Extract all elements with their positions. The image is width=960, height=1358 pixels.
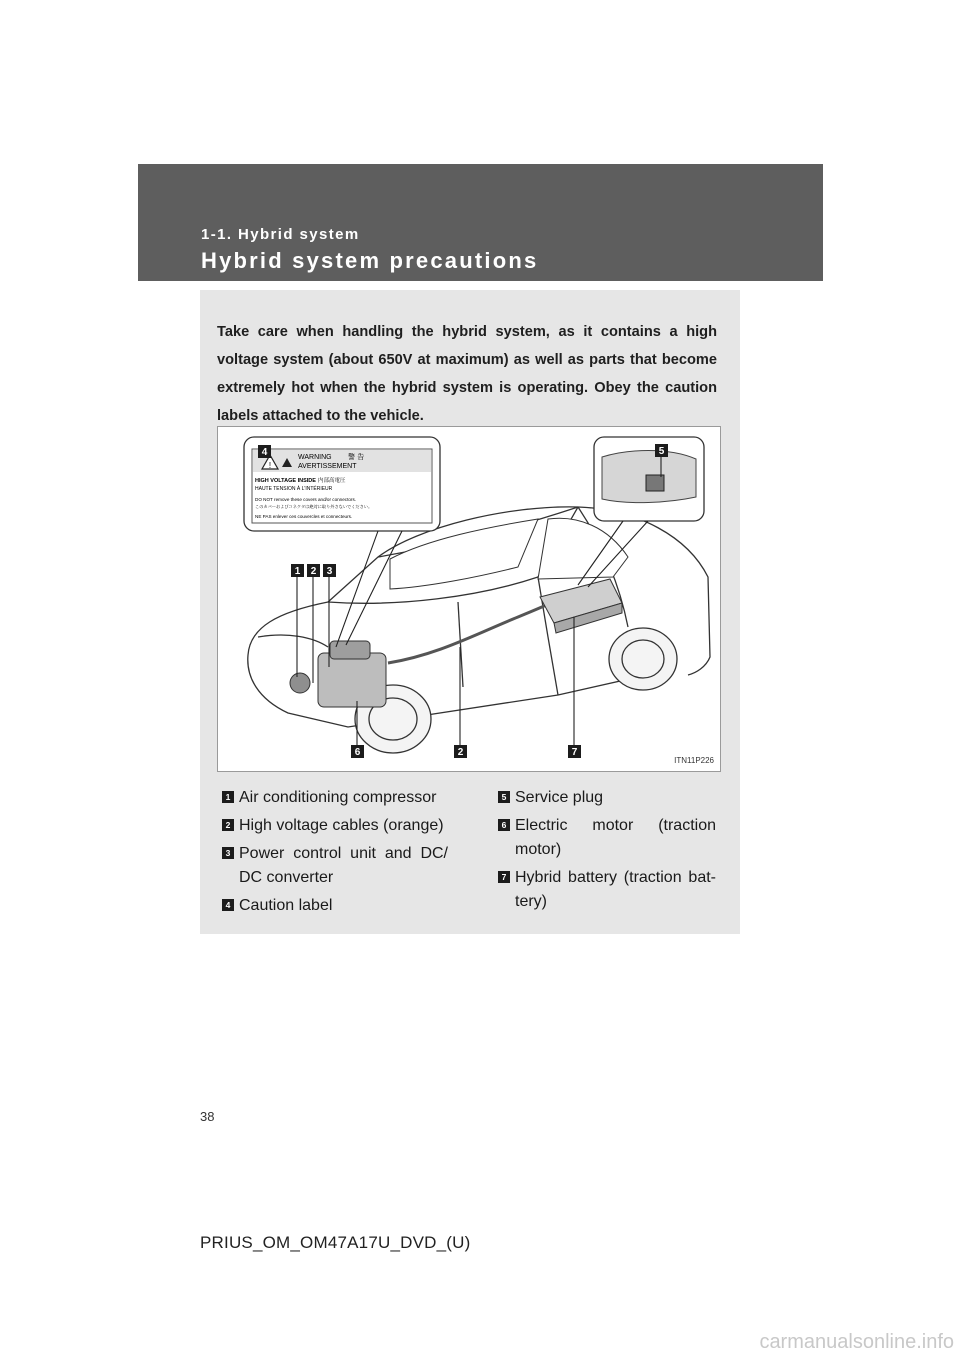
- legend-item: [222, 842, 448, 890]
- svg-text:2: 2: [310, 566, 317, 577]
- legend-item: [498, 786, 716, 810]
- callout-3: [323, 564, 336, 577]
- label-avertissement: AVERTISSEMENT: [298, 463, 357, 470]
- footer-code: PRIUS_OM_OM47A17U_DVD_(U): [200, 1233, 471, 1252]
- callout-7: [568, 745, 581, 758]
- svg-text:!: !: [268, 461, 272, 470]
- label-ne-pas: NE PAS enlever ces couvercles et connecteurs.: [255, 514, 353, 519]
- svg-text:5: 5: [658, 446, 665, 457]
- legend-item-text: High voltage cables (orange): [239, 817, 444, 834]
- page-number: 38: [200, 1109, 215, 1124]
- legend-item: [222, 814, 448, 838]
- callout-6: [351, 745, 364, 758]
- svg-text:3: 3: [326, 566, 333, 577]
- intro-paragraph: Take care when handling the hybrid system, as it contains a high voltage system (about 650V at maximum) as well as parts that become extremely hot when the hybrid system is operating. Obey the caution labels attached to the vehicle.: [217, 324, 717, 424]
- hybrid-system-figure: [217, 426, 721, 772]
- figure-id: ITN11P226: [674, 756, 714, 765]
- legend-item: [498, 866, 716, 914]
- legend-number-badge: 2: [222, 819, 234, 831]
- legend-item-text: Caution label: [239, 897, 333, 914]
- svg-text:6: 6: [354, 747, 361, 758]
- callout-2b: [454, 745, 467, 758]
- legend-number-badge: 6: [498, 819, 510, 831]
- label-warning-ja: 警 告: [348, 453, 365, 461]
- label-hv-inside-ja: 内部高電圧: [318, 478, 346, 484]
- content-panel: [200, 290, 740, 934]
- legend-item-text: Power control unit and DC/ DC converter: [239, 845, 448, 886]
- section-label: 1-1. Hybrid system: [201, 226, 360, 243]
- callout-1: [291, 564, 304, 577]
- legend-item: [498, 814, 716, 862]
- legend-item-text: Service plug: [515, 789, 604, 806]
- svg-text:7: 7: [571, 747, 578, 758]
- legend-number-badge: 5: [498, 791, 510, 803]
- page-title: Hybrid system precautions: [201, 248, 539, 273]
- legend-number-badge: 3: [222, 847, 234, 859]
- label-haute-tension: HAUTE TENSION À L'INTÉRIEUR: [255, 486, 333, 492]
- svg-text:1: 1: [294, 566, 301, 577]
- label-do-not-remove: DO NOT remove these covers and/or connectors.: [255, 497, 357, 502]
- callout-2a: [307, 564, 320, 577]
- label-do-not-remove-ja: このカバーおよびコネクタは絶対に取り外さないでください。: [255, 504, 373, 509]
- legend-left-column: [222, 786, 448, 922]
- legend-number-badge: 4: [222, 899, 234, 911]
- legend-item-text: Air conditioning compressor: [239, 789, 437, 806]
- legend-item: [222, 786, 448, 810]
- watermark: carmanualsonline.info: [759, 1331, 954, 1353]
- callout-5: [655, 444, 668, 457]
- legend-right-column: [498, 786, 716, 918]
- car-illustration: [218, 427, 722, 773]
- legend-item: [222, 894, 448, 918]
- label-hv-inside: HIGH VOLTAGE INSIDE: [255, 478, 316, 484]
- svg-text:4: 4: [261, 447, 268, 458]
- callout-4: [258, 445, 271, 458]
- legend-number-badge: 7: [498, 871, 510, 883]
- legend-item-text: Hybrid battery (traction bat-tery): [515, 869, 716, 910]
- section-header: [138, 164, 823, 281]
- legend-number-badge: 1: [222, 791, 234, 803]
- legend-item-text: Electric motor (traction motor): [515, 817, 716, 858]
- svg-text:2: 2: [457, 747, 464, 758]
- label-warning: WARNING: [298, 454, 332, 461]
